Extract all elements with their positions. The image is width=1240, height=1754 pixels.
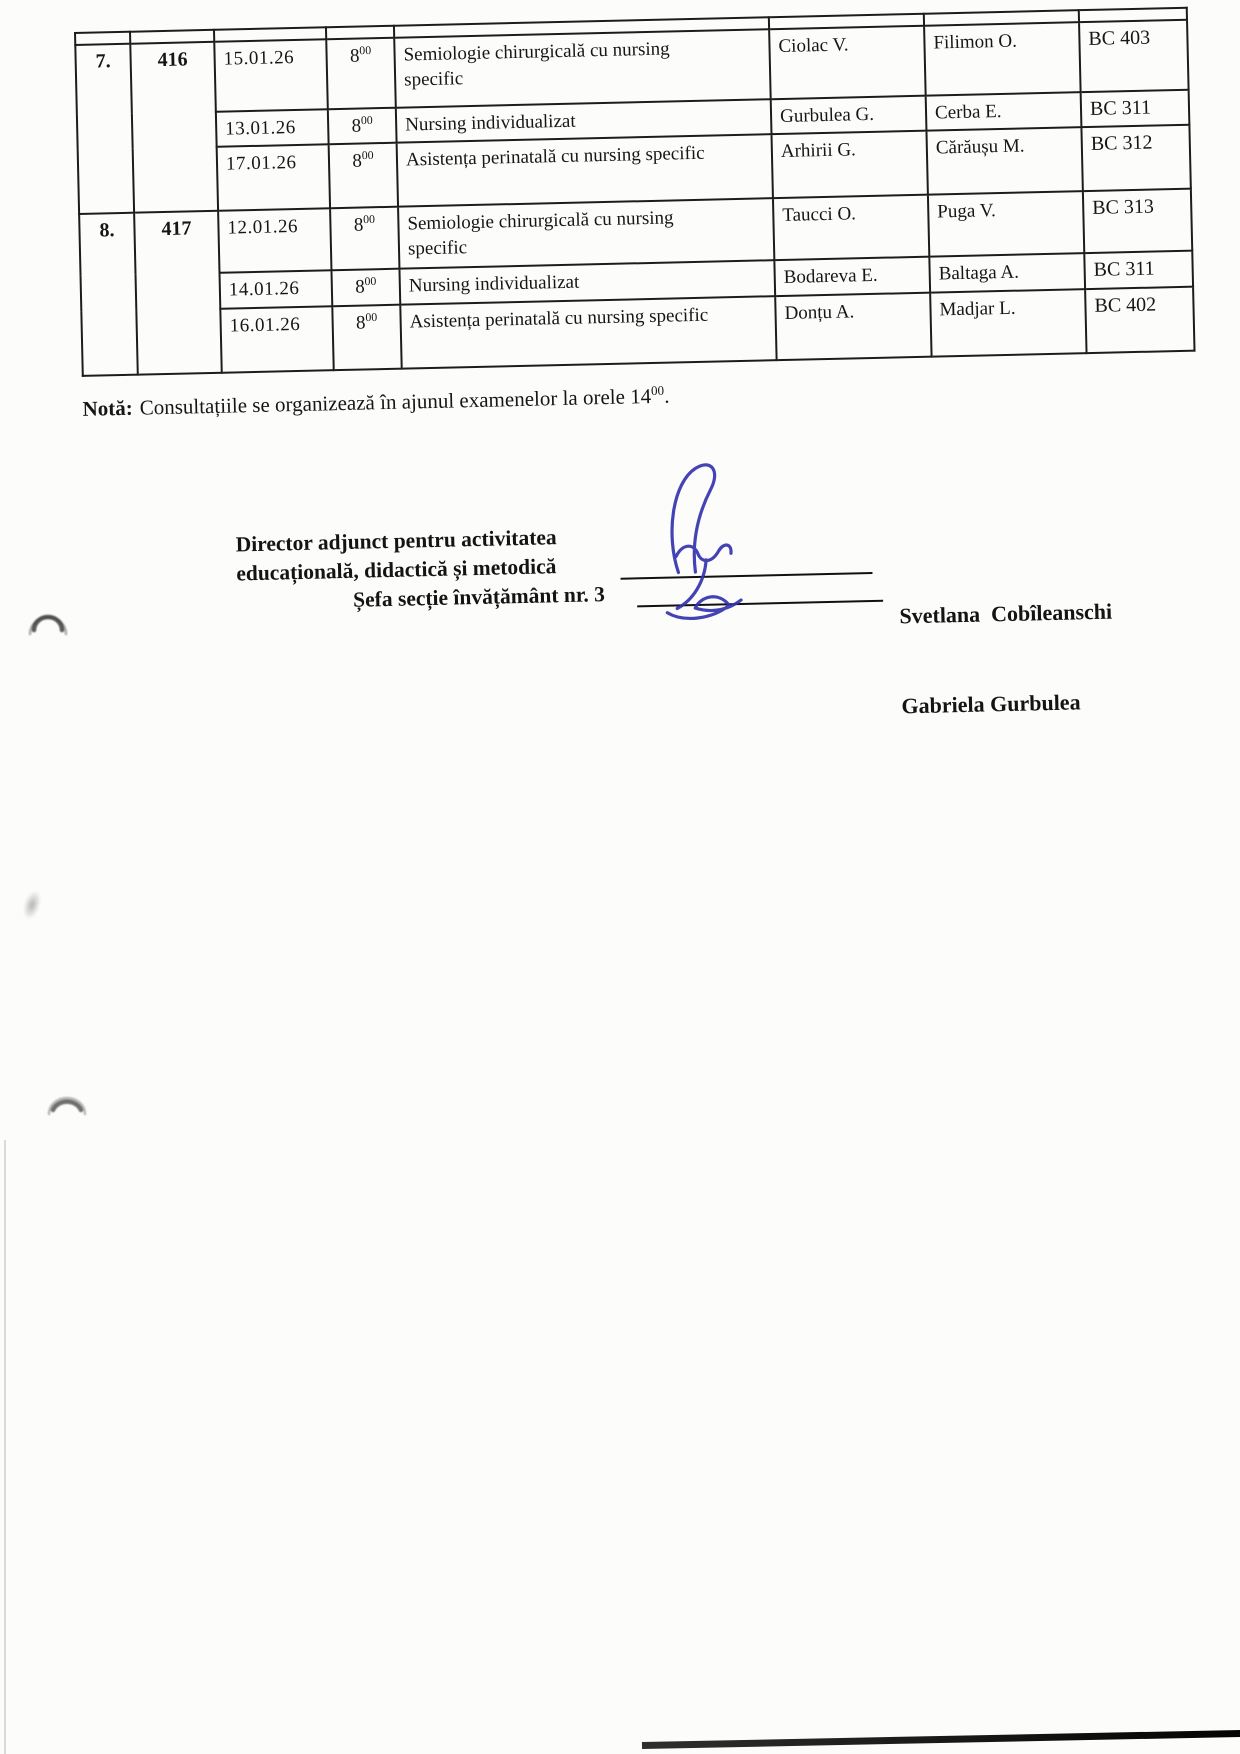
exam-schedule-table: [74, 7, 1196, 377]
page-bottom-edge: [642, 1729, 1240, 1749]
signature-label-line1: Director adjunct pentru activitatea: [235, 525, 557, 557]
cell-date: 17.01.26: [217, 144, 330, 211]
cell-date: 13.01.26: [216, 109, 329, 147]
cell-subject: Nursing individualizat: [399, 260, 775, 304]
signature-label-line3: Șefa secție învățământ nr. 3: [352, 582, 606, 612]
cell-date: 14.01.26: [219, 270, 332, 309]
cell-room: BC 311: [1084, 251, 1193, 289]
document-content: [74, 7, 1211, 800]
cell-examiner2: Baltaga A.: [929, 253, 1085, 293]
cell-subject: Asistența perinatală cu nursing specific: [400, 296, 776, 368]
cell-time: $8^{00}$: [329, 143, 398, 209]
note-text: Consultațiile se organizează în ajunul examenelor la orele 14: [139, 384, 652, 420]
cell-examiner1: Bodareva E.: [774, 257, 930, 297]
note-label: Notă:: [82, 395, 133, 421]
cell-examiner1: Taucci O.: [773, 195, 929, 261]
cell-subject: Asistența perinatală cu nursing specific: [397, 134, 773, 206]
signature-area: [619, 516, 883, 618]
cell-examiner2: Madjar L.: [930, 289, 1086, 357]
signatory-name-2: Gabriela Gurbulea: [901, 689, 1081, 719]
cell-row-number: 7.: [75, 44, 134, 214]
cell-subject: Nursing individualizat: [396, 99, 772, 142]
cell-time: $8^{00}$: [326, 38, 396, 110]
cell-room: BC 312: [1081, 125, 1190, 191]
cell-examiner1: Ciolac V.: [769, 26, 926, 99]
cell-group-number: 417: [134, 211, 222, 375]
cell-examiner2: Puga V.: [928, 191, 1084, 257]
cell-date: 16.01.26: [220, 306, 333, 373]
punch-hole-shadow-bottom: [44, 1084, 90, 1118]
cell-time: $8^{00}$: [330, 207, 399, 271]
cell-room: BC 313: [1083, 189, 1192, 253]
signatory-name-1: Svetlana Cobîleanschi: [899, 598, 1113, 629]
punch-hole-shadow-top: [26, 604, 70, 638]
cell-subject: Semiologie chirurgicală cu nursing specific: [394, 29, 770, 107]
signature-labels: [235, 522, 609, 617]
handwritten-signature-ink: [646, 459, 765, 624]
cell-date: 12.01.26: [218, 208, 331, 273]
note-time-superscript: 00: [650, 382, 665, 398]
signatory-names: [897, 511, 1116, 782]
cell-time: $8^{00}$: [328, 108, 397, 145]
cell-row-number: 8.: [79, 213, 138, 376]
cell-room: BC 311: [1081, 90, 1190, 127]
cell-room: BC 403: [1079, 20, 1189, 92]
cell-subject: Semiologie chirurgicală cu nursing specific: [398, 198, 774, 268]
cell-date: 15.01.26: [214, 39, 328, 112]
cell-examiner2: Filimon O.: [924, 22, 1081, 95]
cell-time: $8^{00}$: [331, 269, 400, 307]
signature-label-line2: educațională, didactică și metodică: [236, 554, 557, 586]
scan-smudge-mark: [20, 888, 44, 921]
cell-examiner2: Cerba E.: [926, 92, 1082, 131]
page-left-edge: [4, 1140, 6, 1754]
cell-examiner1: Gurbulea G.: [771, 96, 927, 135]
signature-section: [235, 508, 1211, 796]
cell-examiner1: Donțu A.: [775, 293, 931, 361]
cell-examiner1: Arhirii G.: [771, 131, 927, 199]
note: Notă: Consultațiile se organizează în ajunul examenelor la orele $14^{00}$.: [82, 382, 670, 421]
cell-room: BC 402: [1085, 287, 1194, 353]
cell-examiner2: Cărăușu M.: [926, 127, 1082, 195]
cell-group-number: 416: [130, 42, 218, 213]
cell-time: $8^{00}$: [332, 305, 401, 371]
